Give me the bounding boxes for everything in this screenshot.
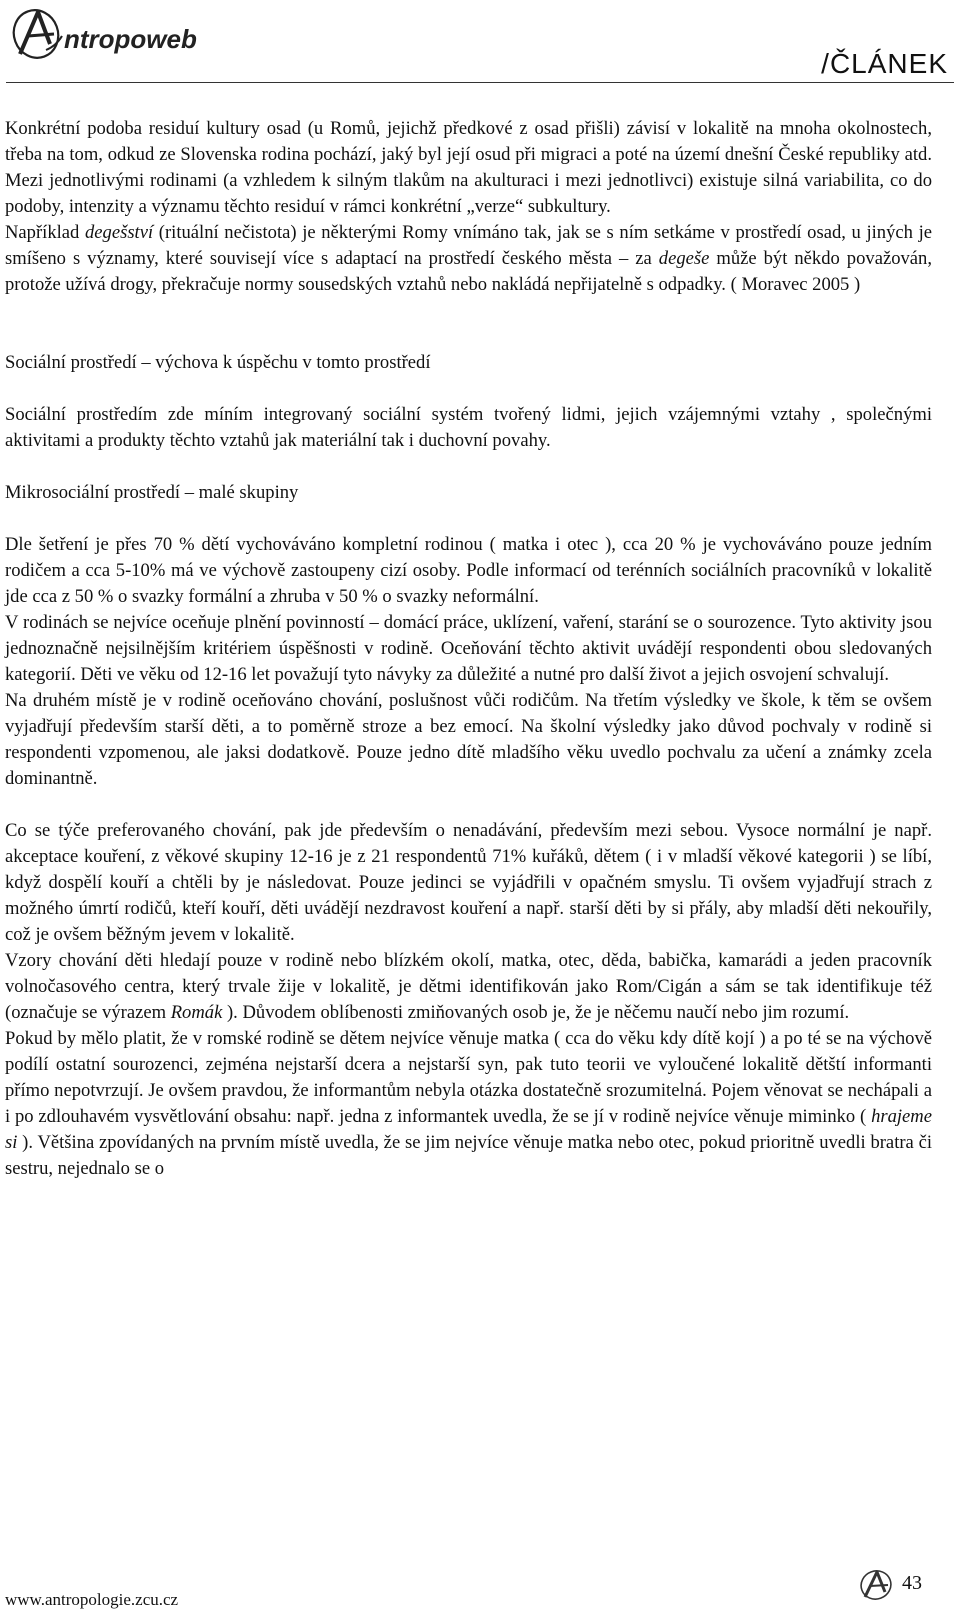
header-divider	[6, 82, 954, 83]
page-number: 43	[902, 1572, 922, 1594]
paragraph-behaviour: Na druhém místě je v rodině oceňováno chování, poslušnost vůči rodičům. Na třetím výsledky ve škole, k těm se ovšem vyjadřují především starší děti, a to poměrně stroze a bez emocí. Na školní výsledky jako důvod pochvaly v rodině si respondenti vzpomenou, ale jaksi dodatkově. Pouze jedno dítě mladšího věku uvedlo pochvalu za učení a známky zcela dominantně.	[5, 690, 932, 789]
paragraph-duties: V rodinách se nejvíce oceňuje plnění povinností – domácí práce, uklízení, vaření, starání se o sourozence. Tyto aktivity jsou jednoznačně nejsilnějším kritériem úspěšnosti v rodině. Oceňování těchto aktivit uvádějí respondenti obou sledovaných kategorií. Děti ve věku od 12-16 let považují tyto návyky za důležité a nutné pro další život a jejich osvojení schvalují.	[5, 612, 932, 685]
section-heading-microsocial: Mikrosociální prostředí – malé skupiny	[5, 482, 299, 503]
paragraph-degesstvi: Například degešství (rituální nečistota) je některými Romy vnímáno tak, jak se s ním setkáme v prostředí osad, u jiných je smíšeno s významy, které souvisejí více s adaptací na prostředí českého města – za degeše může být někdo považován, protože užívá drogy, překračuje normy sousedských vztahů nebo nakládá nepřijatelně s odpadky. ( Moravec 2005 )	[5, 222, 932, 295]
section-label: /ČLÁNEK	[821, 48, 948, 79]
antropoweb-logo[interactable]	[10, 4, 240, 64]
term-romak: Romák	[170, 1002, 223, 1023]
page-header	[0, 0, 960, 84]
footer-logo-icon	[858, 1568, 894, 1602]
paragraph-mother-role: Pokud by mělo platit, že v romské rodině se dětem nejvíce věnuje matka ( cca do věku kdy dítě kojí ) a po té se na výchově podílí ostatní sourozenci, zejména nejstarší dcera a nejstarší syn, pak tuto teorii ve vyloučené lokalitě dětští informanti přímo nepotvrzují. Je ovšem pravdou, že informantům nebyla otázka dostatečně srozumitelná. Pojem věnovat se nechápali a i po zdlouhavém vysvětlování obsahu: např. jedna z informantek uvedla, že se jí v rodině nejvíce věnuje miminko ( hrajeme si ). Většina zpovídaných na prvním místě uvedla, že se jim nejvíce věnuje matka nebo otec, pokud prioritně uvedli bratra či sestru, nejednalo se o	[5, 1028, 932, 1179]
paragraph-intro: Konkrétní podoba residuí kultury osad (u Romů, jejichž předkové z osad přišli) závisí v lokalitě na mnoha okolnostech, třeba na tom, odkud ze Slovenska rodina pochází, jaký byl její osud při migraci a poté na území dnešní České republiky atd. Mezi jednotlivými rodinami (a vzhledem k silným tlakům na akulturaci i mezi jednotlivci) existuje silná variabilita, co do podoby, intenzity a významu těchto residuí v rámci konkrétní „verze“ subkultury.	[5, 118, 932, 217]
term-hrajeme-si: hrajeme si	[5, 1106, 932, 1153]
paragraph-preferred-behaviour: Co se týče preferovaného chování, pak jde především o nenadávání, především mezi sebou. Vysoce normální je např. akceptace kouření, z věkové skupiny 12-16 je z 21 respondentů 71% kuřáků, dětem ( i v mladší věkové kategorii ) se líbí, když dospělí kouří a chtěli by je následovat. Pouze jedinci se vyjádřili v opačném smyslu. Ti ovšem vyjadřují strach z možného úmrtí rodičů, kteří kouří, děti uvádějí nezdravost kouření a např. starší děti by si přály, aby mladší děti nekouřily, což je ovšem běžným jevem v lokalitě.	[5, 820, 932, 945]
logo-wordmark: ntropoweb	[64, 24, 197, 54]
section-heading-social-environment: Sociální prostředí – výchova k úspěchu v tomto prostředí	[5, 352, 431, 373]
term-degesstvi: degešství	[84, 222, 154, 243]
footer-website-link[interactable]: www.antropologie.zcu.cz	[5, 1590, 179, 1609]
antropoweb-logo-graphic	[10, 4, 240, 64]
paragraph-social-environment-definition: Sociální prostředím zde míním integrovaný sociální systém tvořený lidmi, jejich vzájemnými vztahy , společnými aktivitami a produkty těchto vztahů jak materiální tak i duchovní povahy.	[5, 404, 932, 451]
paragraph-family-statistics: Dle šetření je přes 70 % dětí vychováváno kompletní rodinou ( matka i otec ), cca 20 % je vychováváno pouze jedním rodičem a cca 5-10% má ve výchově zastoupeny cizí osoby. Podle informací od terénních sociálních pracovníků v lokalitě jde cca z 50 % o svazky formální a zhruba v 50 % o svazky neformální.	[5, 534, 932, 607]
paragraph-role-models: Vzory chování děti hledají pouze v rodině nebo blízkém okolí, matka, otec, děda, babička, kamarádi a jeden pracovník volnočasového centra, který trvale žije v lokalitě, je dětmi identifikován jako Rom/Cigán a sám se tak identifikuje též (označuje se výrazem Romák ). Důvodem oblíbenosti zmiňovaných osob je, že je něčemu naučí nebo jim rozumí.	[5, 950, 932, 1023]
article-body	[5, 116, 932, 1182]
term-degese: degeše	[658, 248, 710, 269]
